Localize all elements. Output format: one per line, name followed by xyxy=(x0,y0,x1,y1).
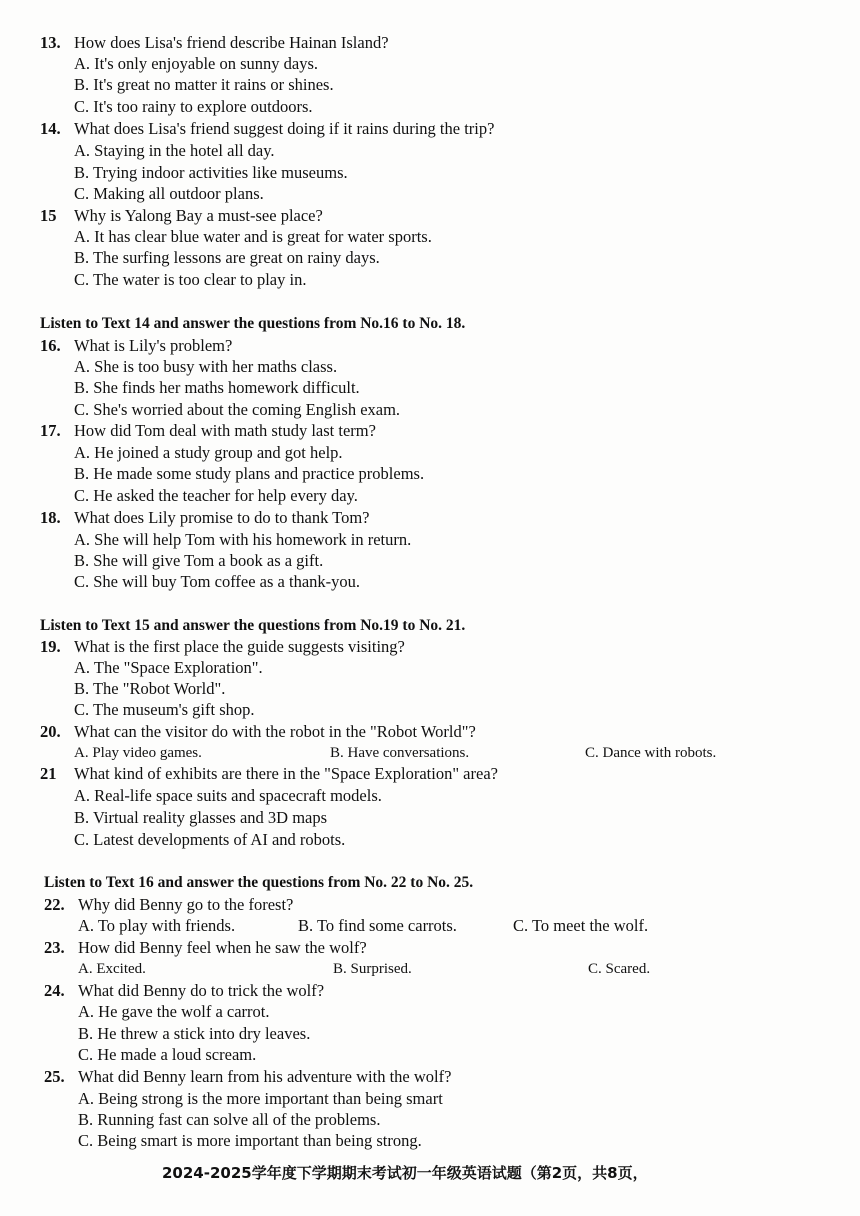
question-text: What does Lisa's friend suggest doing if it rains during the trip? xyxy=(74,119,495,138)
question-text: What can the visitor do with the robot in the "Robot World"? xyxy=(74,722,476,741)
question-number: 20. xyxy=(40,722,61,741)
option-text: B. It's great no matter it rains or shines. xyxy=(74,75,334,94)
option-text: A. It has clear blue water and is great for water sports. xyxy=(74,227,432,246)
option-text: B. He threw a stick into dry leaves. xyxy=(78,1024,311,1043)
option-text: B. He made some study plans and practice problems. xyxy=(74,464,425,483)
question-number: 18. xyxy=(40,508,61,527)
question-text: How does Lisa's friend describe Hainan Island? xyxy=(74,33,389,52)
option-text: C. He asked the teacher for help every day. xyxy=(74,486,358,505)
option-text: C. The museum's gift shop. xyxy=(74,700,255,719)
question-number: 19. xyxy=(40,637,61,656)
section-heading: Listen to Text 16 and answer the questions from No. 22 to No. 25. xyxy=(44,874,474,891)
option-text: B. She will give Tom a book as a gift. xyxy=(74,551,324,570)
section-heading: Listen to Text 14 and answer the questions from No.16 to No. 18. xyxy=(40,315,466,332)
section-heading: Listen to Text 15 and answer the questions from No.19 to No. 21. xyxy=(40,617,466,634)
question-text: Why did Benny go to the forest? xyxy=(78,895,294,914)
question-text: What did Benny do to trick the wolf? xyxy=(78,981,325,1000)
option-text: C. He made a loud scream. xyxy=(78,1045,257,1064)
option-text: C. It's too rainy to explore outdoors. xyxy=(74,97,313,116)
question-number: 22. xyxy=(44,895,65,914)
option-text: A. Real-life space suits and spacecraft models. xyxy=(74,786,382,805)
question-text: What is the first place the guide suggests visiting? xyxy=(74,637,405,656)
question-text: What kind of exhibits are there in the "Space Exploration" area? xyxy=(74,764,498,783)
question-number: 17. xyxy=(40,421,61,440)
option-text: B. Virtual reality glasses and 3D maps xyxy=(74,808,328,827)
option-text: A. He joined a study group and got help. xyxy=(74,443,343,462)
option-text: C. She will buy Tom coffee as a thank-you. xyxy=(74,572,361,591)
option-text: B. The surfing lessons are great on rainy days. xyxy=(74,248,380,267)
option-text: A. She will help Tom with his homework in return. xyxy=(74,530,412,549)
question-text: How did Tom deal with math study last term? xyxy=(74,421,376,440)
option-text: B. The "Robot World". xyxy=(74,679,226,698)
option-text: C. The water is too clear to play in. xyxy=(74,270,307,289)
option-text: B. Trying indoor activities like museums. xyxy=(74,163,348,182)
question-number: 13. xyxy=(40,33,61,52)
option-text: A. Excited. xyxy=(78,961,146,977)
option-text: C. Scared. xyxy=(588,961,651,977)
question-text: How did Benny feel when he saw the wolf? xyxy=(78,938,367,957)
question-number: 25. xyxy=(44,1067,65,1086)
question-text: Why is Yalong Bay a must-see place? xyxy=(74,206,323,225)
option-text: C. She's worried about the coming English exam. xyxy=(74,400,401,419)
question-number: 24. xyxy=(44,981,65,1000)
option-text: C. To meet the wolf. xyxy=(513,916,649,935)
option-text: B. Surprised. xyxy=(333,961,412,977)
option-text: A. Being strong is the more important than being smart xyxy=(78,1089,443,1108)
question-number: 21 xyxy=(40,764,57,783)
option-text: B. To find some carrots. xyxy=(298,916,457,935)
option-text: B. Running fast can solve all of the problems. xyxy=(78,1110,381,1129)
page-footer: 2024-2025学年度下学期期末考试初一年级英语试题（第2页，共8页， xyxy=(162,1164,648,1182)
option-text: B. Have conversations. xyxy=(330,745,470,761)
option-text: B. She finds her maths homework difficult. xyxy=(74,378,360,397)
option-text: A. To play with friends. xyxy=(78,916,236,935)
option-text: C. Making all outdoor plans. xyxy=(74,184,264,203)
question-number: 16. xyxy=(40,336,61,355)
option-text: A. Play video games. xyxy=(74,745,202,761)
option-text: A. The "Space Exploration". xyxy=(74,658,263,677)
question-text: What did Benny learn from his adventure with the wolf? xyxy=(78,1067,452,1086)
question-number: 14. xyxy=(40,119,61,138)
option-text: A. She is too busy with her maths class. xyxy=(74,357,338,376)
option-text: A. It's only enjoyable on sunny days. xyxy=(74,54,319,73)
option-text: C. Dance with robots. xyxy=(585,745,717,761)
option-text: C. Being smart is more important than being strong. xyxy=(78,1131,422,1150)
question-number: 15 xyxy=(40,206,57,225)
question-text: What is Lily's problem? xyxy=(74,336,233,355)
question-text: What does Lily promise to do to thank Tom? xyxy=(74,508,370,527)
option-text: A. Staying in the hotel all day. xyxy=(74,141,275,160)
option-text: A. He gave the wolf a carrot. xyxy=(78,1002,270,1021)
question-number: 23. xyxy=(44,938,65,957)
option-text: C. Latest developments of AI and robots. xyxy=(74,830,346,849)
